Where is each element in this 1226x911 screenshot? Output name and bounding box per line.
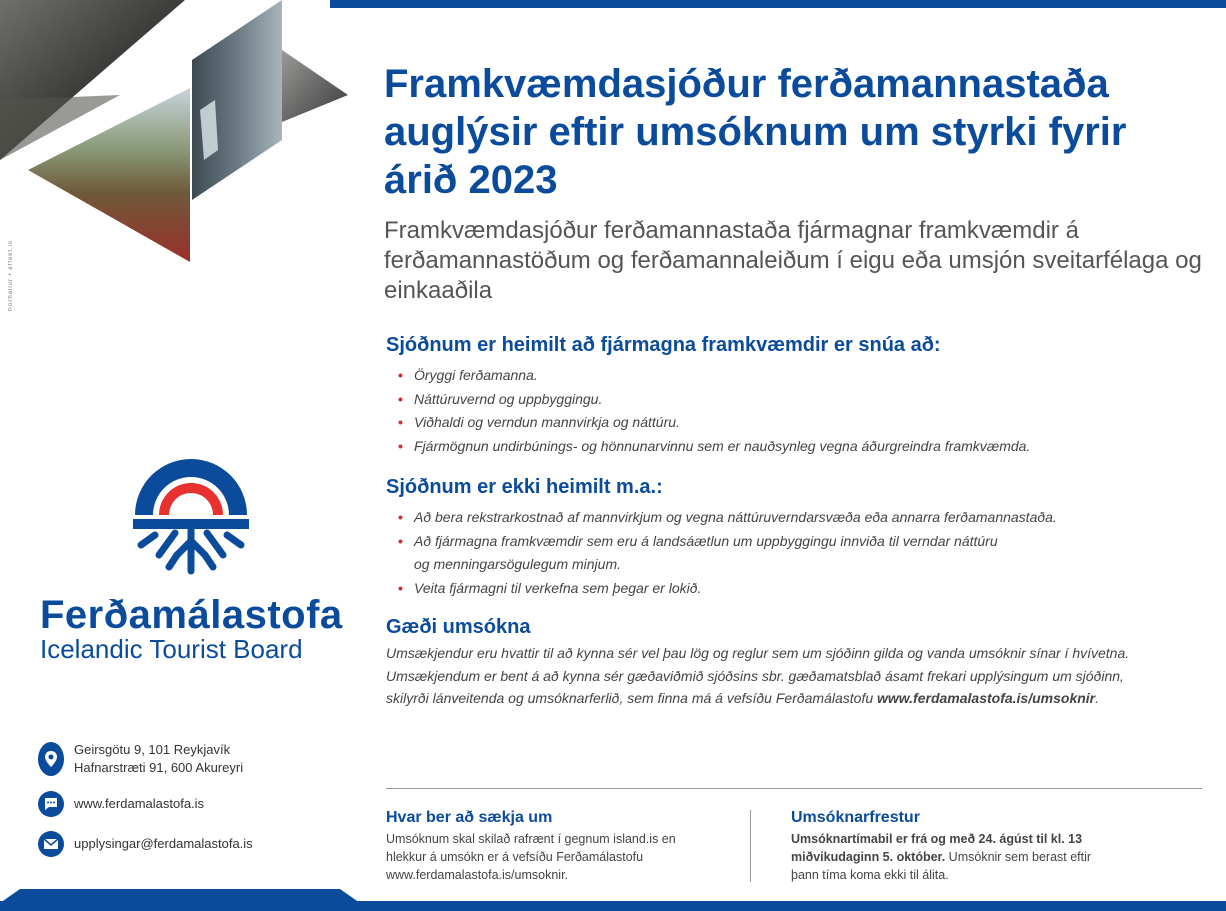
apply-info [386, 808, 731, 884]
list-item: • Öryggi ferðamanna. [398, 364, 1204, 388]
quality-link[interactable]: www.ferdamalastofa.is/umsoknir [877, 690, 1096, 706]
photo-credit: Þórhallur • effekt.is [8, 240, 14, 312]
quality-section [384, 614, 1204, 710]
divider [386, 788, 1202, 789]
not-allowed-title: Sjóðnum er ekki heimilt m.a.: [386, 476, 663, 498]
website-link[interactable]: www.ferdamalastofa.is [74, 796, 205, 811]
list-item: • Náttúruvernd og uppbyggingu. [398, 388, 1204, 412]
apply-line: hlekkur á umsókn er á vefsíðu Ferðamálastofu [386, 850, 644, 864]
envelope-icon [38, 831, 64, 857]
quality-title: Gæði umsókna [386, 616, 531, 638]
top-accent-bar [330, 0, 1226, 8]
contact-website[interactable] [38, 791, 338, 817]
contact-info [38, 741, 338, 871]
brand-logo [40, 455, 350, 663]
collage-cliff-triangle [192, 0, 282, 200]
not-allowed-list [384, 506, 1204, 600]
deadline-title: Umsóknarfrestur [791, 809, 920, 826]
list-item-line: og menningarsögulegum minjum. [414, 556, 621, 572]
deadline-line: þann tíma koma ekki til álita. [791, 868, 949, 882]
allowed-title: Sjóðnum er heimilt að fjármagna framkvæmdir er snúa að: [386, 334, 941, 356]
not-allowed-section [384, 474, 1204, 600]
email-link[interactable]: upplysingar@ferdamalastofa.is [74, 836, 253, 851]
deadline-date: miðvikudaginn 5. október. [791, 850, 946, 864]
list-item [398, 530, 1204, 577]
apply-text [386, 830, 731, 884]
deadline-line-bold: Umsóknartímabil er frá og með 24. ágúst til kl. 13 [791, 832, 1083, 846]
ferdamalastofa-logo-icon [133, 455, 249, 575]
list-item-line: Að fjármagna framkvæmdir sem eru á landsáætlun um uppbyggingu innviða til verndar náttúru [414, 532, 998, 549]
apply-line: Umsóknum skal skilað rafrænt í gegnum island.is en [386, 832, 676, 846]
bottom-accent-bar [0, 901, 1226, 911]
deadline-line: Umsóknir sem berast eftir [945, 850, 1092, 864]
apply-title: Hvar ber að sækja um [386, 809, 553, 826]
column-divider [750, 810, 751, 882]
list-item: • Fjármögnun undirbúnings- og hönnunarvinnu sem er nauðsynleg vegna áðurgreindra framkvæmda. [398, 435, 1204, 459]
triangle-photo-collage [0, 0, 360, 270]
address-akureyri: Hafnarstræti 91, 600 Akureyri [74, 760, 244, 775]
quality-end: . [1095, 690, 1100, 706]
headline: Framkvæmdasjóður ferðamannastaða auglýsir eftir umsóknum um styrki fyrir árið 2023 [384, 62, 1127, 202]
allowed-list [384, 364, 1204, 458]
brand-subtitle: Icelandic Tourist Board [40, 634, 303, 664]
deadline-info [791, 808, 1141, 884]
apply-link[interactable]: www.ferdamalastofa.is/umsoknir. [386, 868, 569, 882]
lead-paragraph: Framkvæmdasjóður ferðamannastaða fjármagnar framkvæmdir á ferðamannastöðum og ferðamannaleiðum í eigu eða umsjón sveitarfélaga og einkaaðila [384, 217, 1202, 304]
address-reykjavik: Geirsgötu 9, 101 Reykjavík [74, 742, 231, 757]
quality-line: Umsækjendur eru hvattir til að kynna sér vel þau lög og reglur sem um sjóðinn gilda og vanda umsóknir sínar í hvívetna. [386, 645, 1130, 661]
list-item: • Viðhaldi og verndun mannvirkja og náttúru. [398, 411, 1204, 435]
brand-name: Ferðamálastofa [40, 593, 343, 637]
location-pin-icon [38, 742, 64, 776]
quality-text [384, 642, 1204, 710]
list-item: • Að bera rekstrarkostnað af mannvirkjum og vegna náttúruverndarsvæða eða annarra ferðamannastaða. [398, 506, 1204, 530]
collage-gravel-triangle [282, 50, 348, 122]
allowed-section [384, 332, 1204, 458]
chat-bubble-icon [38, 791, 64, 817]
contact-address [38, 741, 338, 777]
quality-line: skilyrði lánveitenda og umsóknarferlið, sem finna má á vefsíðu Ferðamálastofu [386, 690, 878, 706]
contact-email[interactable] [38, 831, 338, 857]
quality-line: Umsækjendum er bent á að kynna sér gæðaviðmið sjóðsins sbr. gæðamatsblað ásamt frekari upplýsingum um sjóðinn, [386, 667, 1124, 684]
main-content [384, 60, 1204, 710]
deadline-text [791, 830, 1141, 884]
list-item: • Veita fjármagni til verkefna sem þegar er lokið. [398, 577, 1204, 601]
